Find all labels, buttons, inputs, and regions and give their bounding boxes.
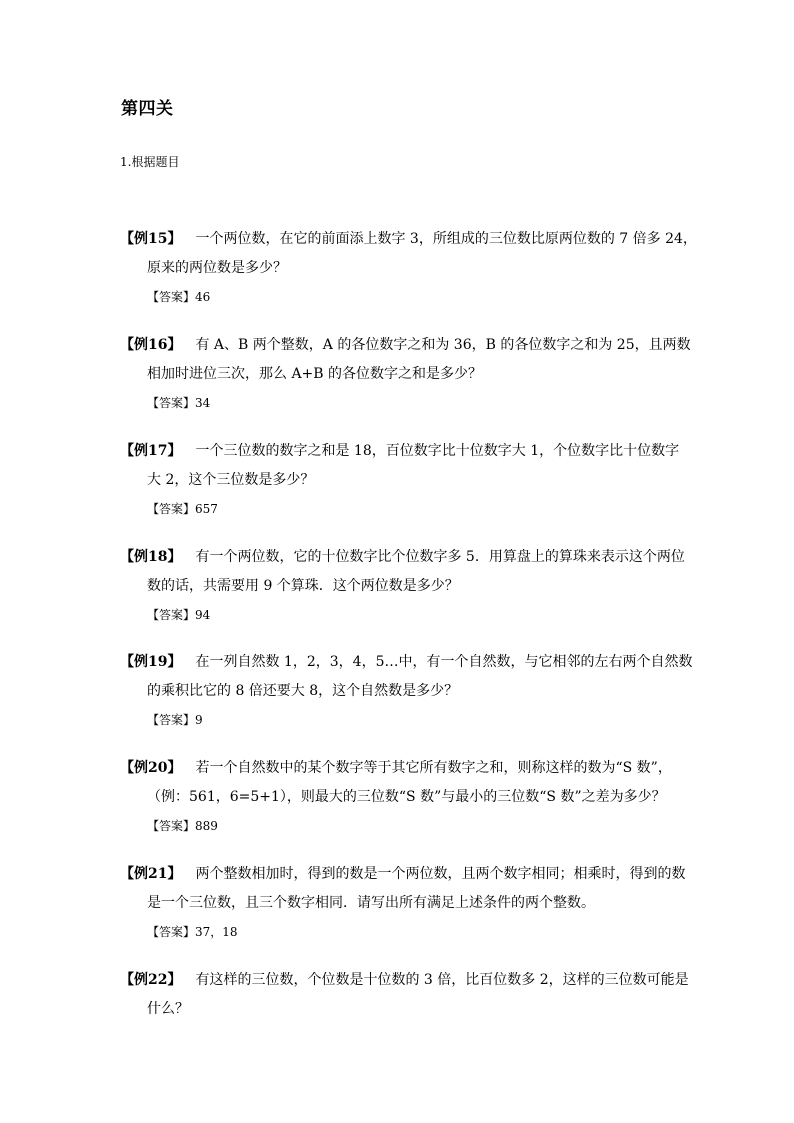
problem-text: 在一列自然数 1，2，3，4，5…中，有一个自然数，与它相邻的左右两个自然数 — [195, 654, 693, 670]
problem-text-continued: （例：561，6=5+1），则最大的三位数“S 数”与最小的三位数“S 数”之差为多少？ — [147, 789, 666, 805]
problem-text: 有一个两位数，它的十位数字比个位数字多 5．用算盘上的算珠来表示这个两位 — [195, 549, 685, 565]
problem-text-continued: 数的话，共需要用 9 个算珠．这个两位数是多少？ — [147, 578, 459, 594]
problem-label: 【例17】 — [120, 443, 182, 459]
answer-line — [120, 815, 690, 837]
problem-18 — [120, 543, 690, 626]
problem-label: 【例21】 — [120, 866, 182, 882]
problem-line-1 — [120, 860, 690, 889]
problem-text-continued: 什么？ — [147, 1001, 189, 1017]
answer-line — [120, 921, 690, 943]
problem-label: 【例20】 — [120, 760, 182, 776]
problem-21 — [120, 860, 690, 943]
problem-text-continued: 原来的两位数是多少？ — [147, 260, 287, 276]
problem-label: 【例19】 — [120, 654, 182, 670]
answer-label: 【答案】 — [147, 925, 196, 939]
problem-text-continued: 相加时进位三次，那么 A+B 的各位数字之和是多少？ — [147, 366, 483, 382]
answer-line — [120, 498, 690, 520]
problem-line-1 — [120, 331, 690, 360]
problem-line-1 — [120, 437, 690, 466]
problem-line-1 — [120, 754, 690, 783]
answer-label: 【答案】 — [147, 713, 196, 727]
answer-value: 657 — [195, 502, 218, 516]
answer-line — [120, 286, 690, 308]
problem-text: 一个两位数，在它的前面添上数字 3，所组成的三位数比原两位数的 7 倍多 24， — [195, 231, 697, 247]
problem-label: 【例15】 — [120, 231, 182, 247]
problem-text: 两个整数相加时，得到的数是一个两位数，且两个数字相同；相乘时，得到的数 — [195, 866, 686, 882]
problem-text: 一个三位数的数字之和是 18，百位数字比十位数字大 1，个位数字比十位数字 — [195, 443, 680, 459]
answer-value: 46 — [195, 290, 211, 304]
answer-line — [120, 604, 690, 626]
problem-label: 【例18】 — [120, 549, 182, 565]
answer-label: 【答案】 — [147, 290, 196, 304]
problem-17 — [120, 437, 690, 520]
answer-line — [120, 709, 690, 731]
answer-label: 【答案】 — [147, 608, 196, 622]
problem-text-continued: 大 2，这个三位数是多少？ — [147, 472, 315, 488]
answer-value: 9 — [195, 713, 203, 727]
problem-20 — [120, 754, 690, 837]
problem-line-1 — [120, 225, 697, 254]
problem-label: 【例22】 — [120, 972, 182, 988]
problem-15 — [120, 225, 697, 308]
answer-value: 37，18 — [195, 925, 238, 939]
problem-text: 若一个自然数中的某个数字等于其它所有数字之和，则称这样的数为“S 数”， — [195, 760, 672, 776]
problem-text: 有 A、B 两个整数，A 的各位数字之和为 36，B 的各位数字之和为 25，且两数 — [195, 337, 691, 353]
problem-text-continued: 的乘积比它的 8 倍还要大 8，这个自然数是多少？ — [147, 683, 459, 699]
answer-line — [120, 392, 690, 414]
section-heading: 1.根据题目 — [120, 155, 180, 169]
problem-line-1 — [120, 648, 693, 677]
problem-22 — [120, 966, 690, 1024]
answer-label: 【答案】 — [147, 502, 196, 516]
answer-value: 34 — [195, 396, 211, 410]
problem-text-continued: 是一个三位数，且三个数字相同．请写出所有满足上述条件的两个整数。 — [147, 895, 595, 911]
problem-line-1 — [120, 543, 690, 572]
answer-value: 889 — [195, 819, 218, 833]
problem-line-1 — [120, 966, 690, 995]
problem-label: 【例16】 — [120, 337, 182, 353]
answer-label: 【答案】 — [147, 396, 196, 410]
problem-16 — [120, 331, 690, 414]
problem-text: 有这样的三位数，个位数是十位数的 3 倍，比百位数多 2，这样的三位数可能是 — [195, 972, 689, 988]
answer-value: 94 — [195, 608, 211, 622]
answer-label: 【答案】 — [147, 819, 196, 833]
page-title: 第四关 — [121, 99, 174, 119]
problem-19 — [120, 648, 693, 731]
